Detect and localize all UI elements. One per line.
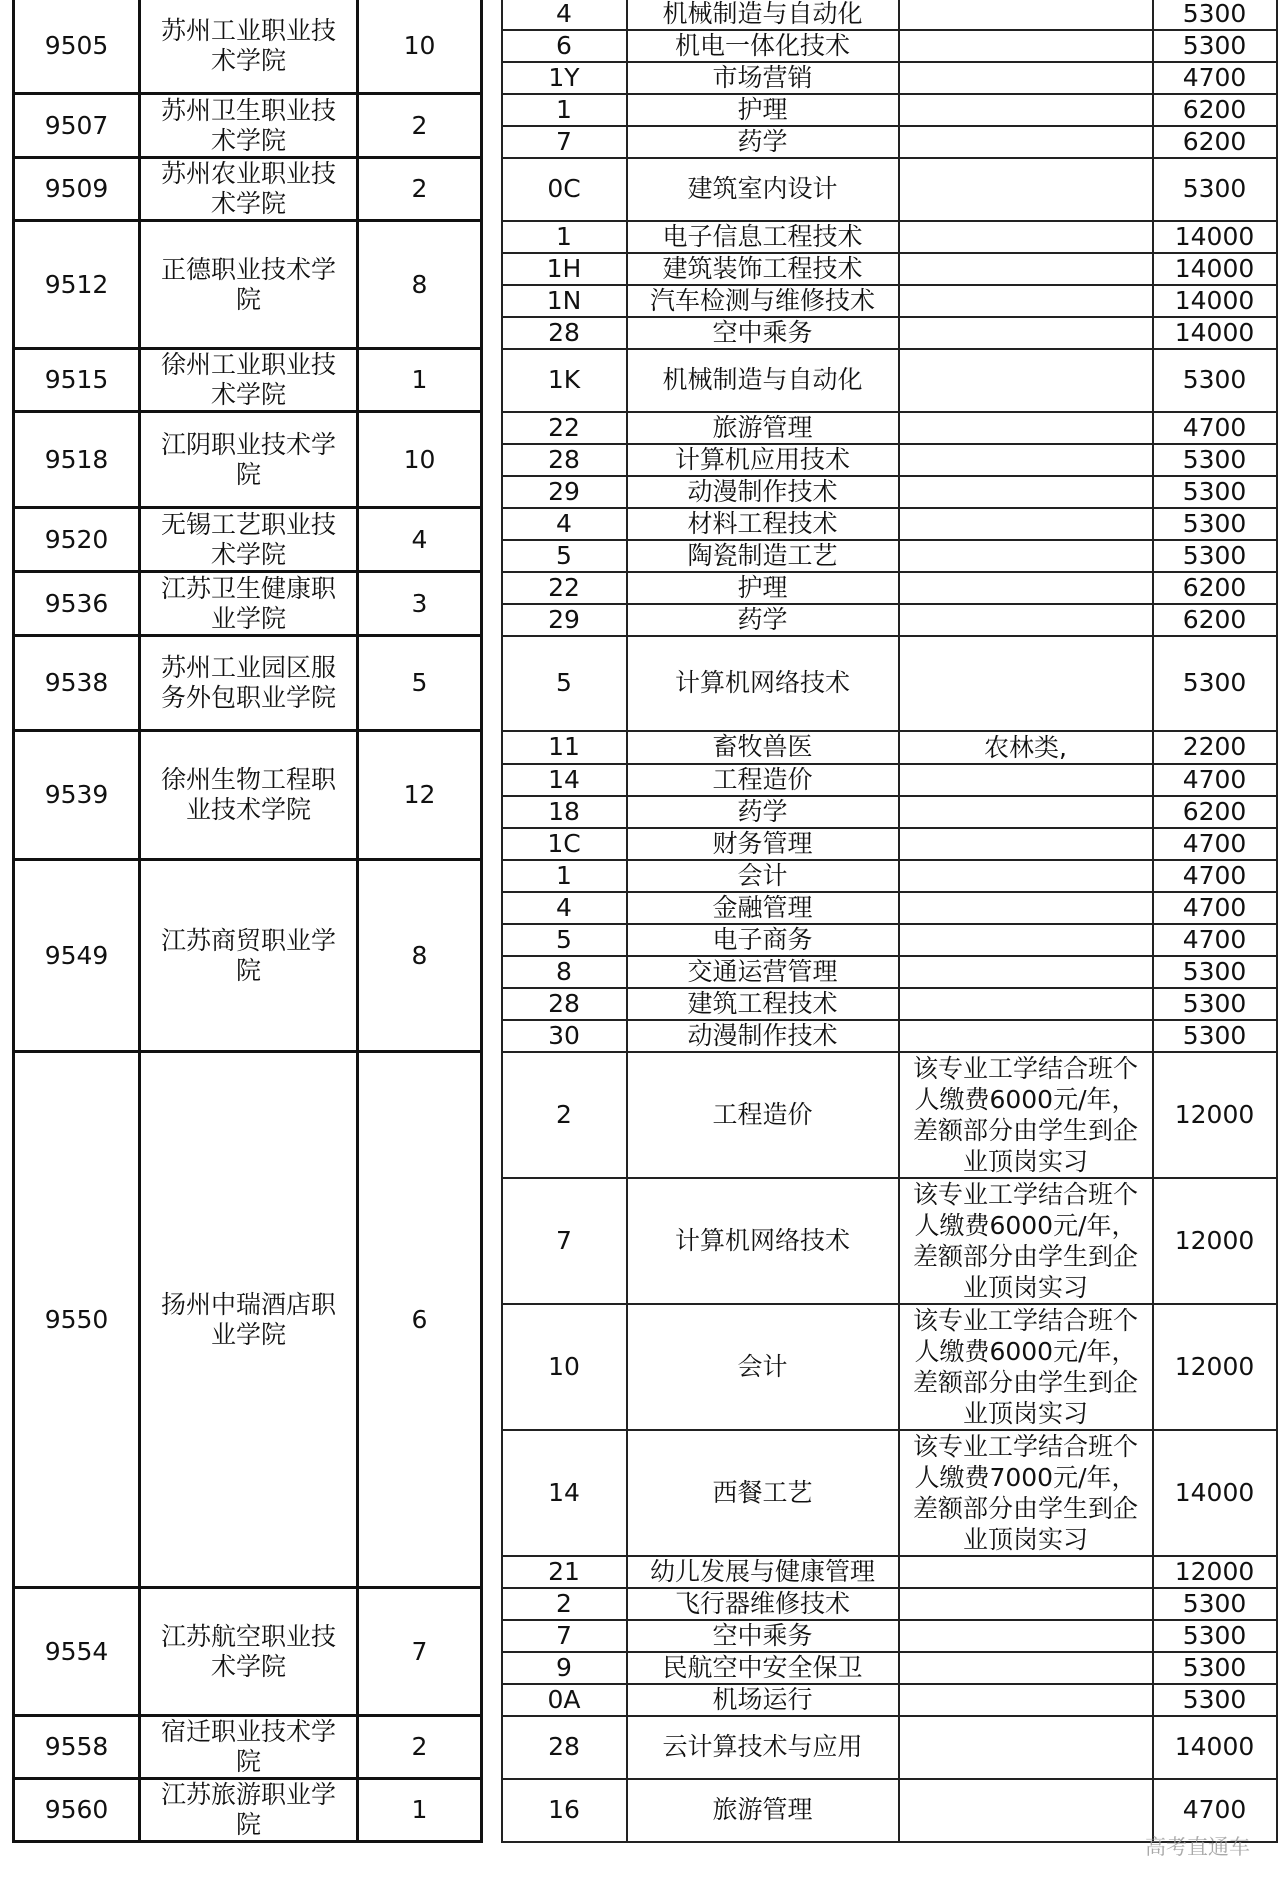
tuition-fee: 14000 — [1153, 1430, 1277, 1556]
table-row — [14, 572, 1277, 604]
institution-name: 江苏卫生健康职业学院 — [140, 572, 358, 636]
table-row — [14, 636, 1277, 731]
table-row — [14, 731, 1277, 764]
institution-code: 9505 — [14, 0, 140, 94]
major-name: 护理 — [627, 94, 899, 126]
plan-count: 1 — [358, 1779, 482, 1842]
major-code: 28 — [502, 444, 627, 476]
major-code: 4 — [502, 508, 627, 540]
major-name: 汽车检测与维修技术 — [627, 285, 899, 317]
major-code: 28 — [502, 317, 627, 349]
institution-name: 徐州生物工程职业技术学院 — [140, 731, 358, 860]
table-row — [14, 1779, 1277, 1842]
major-note: 该专业工学结合班个人缴费6000元/年，差额部分由学生到企业顶岗实习 — [899, 1178, 1153, 1304]
institution-name: 苏州工业园区服务外包职业学院 — [140, 636, 358, 731]
plan-count: 7 — [358, 1588, 482, 1716]
major-note — [899, 572, 1153, 604]
table-row — [14, 412, 1277, 444]
major-note — [899, 1588, 1153, 1620]
tuition-fee: 5300 — [1153, 956, 1277, 988]
plan-count: 2 — [358, 1716, 482, 1779]
major-name: 机场运行 — [627, 1684, 899, 1716]
major-code: 0C — [502, 158, 627, 221]
major-name: 空中乘务 — [627, 1620, 899, 1652]
major-code: 11 — [502, 731, 627, 764]
major-code: 21 — [502, 1556, 627, 1588]
major-code: 7 — [502, 1178, 627, 1304]
major-code: 10 — [502, 1304, 627, 1430]
major-code: 18 — [502, 796, 627, 828]
major-note — [899, 221, 1153, 253]
institution-code: 9539 — [14, 731, 140, 860]
institution-name: 宿迁职业技术学院 — [140, 1716, 358, 1779]
tuition-fee: 5300 — [1153, 1620, 1277, 1652]
major-note — [899, 1020, 1153, 1052]
major-note — [899, 94, 1153, 126]
column-gap — [482, 221, 502, 349]
major-note — [899, 62, 1153, 94]
plan-count: 5 — [358, 636, 482, 731]
institution-name: 正德职业技术学院 — [140, 221, 358, 349]
major-name: 飞行器维修技术 — [627, 1588, 899, 1620]
institution-code: 9550 — [14, 1052, 140, 1588]
tuition-fee: 5300 — [1153, 476, 1277, 508]
major-name: 建筑装饰工程技术 — [627, 253, 899, 285]
major-code: 1 — [502, 221, 627, 253]
tuition-fee: 6200 — [1153, 94, 1277, 126]
major-code: 0A — [502, 1684, 627, 1716]
major-code: 4 — [502, 0, 627, 30]
institution-name: 江苏商贸职业学院 — [140, 860, 358, 1052]
major-code: 1Y — [502, 62, 627, 94]
column-gap — [482, 1052, 502, 1588]
table-row — [14, 158, 1277, 221]
major-name: 幼儿发展与健康管理 — [627, 1556, 899, 1588]
column-gap — [482, 412, 502, 508]
major-note — [899, 892, 1153, 924]
major-name: 药学 — [627, 604, 899, 636]
institution-code: 9520 — [14, 508, 140, 572]
table-row — [14, 508, 1277, 540]
major-name: 计算机网络技术 — [627, 1178, 899, 1304]
institution-name: 江苏航空职业技术学院 — [140, 1588, 358, 1716]
column-gap — [482, 636, 502, 731]
tuition-fee: 12000 — [1153, 1052, 1277, 1178]
table-row — [14, 349, 1277, 412]
institution-name: 江阴职业技术学院 — [140, 412, 358, 508]
institution-name: 无锡工艺职业技术学院 — [140, 508, 358, 572]
table-row — [14, 1716, 1277, 1779]
column-gap — [482, 158, 502, 221]
plan-count: 12 — [358, 731, 482, 860]
major-note — [899, 988, 1153, 1020]
major-note — [899, 956, 1153, 988]
major-name: 药学 — [627, 796, 899, 828]
institution-code: 9558 — [14, 1716, 140, 1779]
major-name: 机械制造与自动化 — [627, 0, 899, 30]
tuition-fee: 4700 — [1153, 828, 1277, 860]
plan-count: 4 — [358, 508, 482, 572]
major-code: 1H — [502, 253, 627, 285]
major-code: 5 — [502, 924, 627, 956]
major-name: 金融管理 — [627, 892, 899, 924]
major-name: 机械制造与自动化 — [627, 349, 899, 412]
institution-code: 9512 — [14, 221, 140, 349]
major-code: 4 — [502, 892, 627, 924]
major-name: 材料工程技术 — [627, 508, 899, 540]
major-note — [899, 444, 1153, 476]
major-name: 电子商务 — [627, 924, 899, 956]
institution-name: 苏州工业职业技术学院 — [140, 0, 358, 94]
major-name: 云计算技术与应用 — [627, 1716, 899, 1779]
institution-name: 苏州农业职业技术学院 — [140, 158, 358, 221]
major-code: 14 — [502, 1430, 627, 1556]
major-name: 药学 — [627, 126, 899, 158]
major-note — [899, 924, 1153, 956]
major-name: 建筑工程技术 — [627, 988, 899, 1020]
tuition-fee: 5300 — [1153, 349, 1277, 412]
tuition-fee: 14000 — [1153, 221, 1277, 253]
plan-count: 10 — [358, 0, 482, 94]
major-code: 2 — [502, 1052, 627, 1178]
major-code: 7 — [502, 1620, 627, 1652]
major-name: 西餐工艺 — [627, 1430, 899, 1556]
tuition-fee: 5300 — [1153, 444, 1277, 476]
tuition-fee: 14000 — [1153, 253, 1277, 285]
plan-count: 8 — [358, 221, 482, 349]
major-code: 5 — [502, 540, 627, 572]
major-name: 护理 — [627, 572, 899, 604]
major-name: 交通运营管理 — [627, 956, 899, 988]
major-note: 该专业工学结合班个人缴费6000元/年，差额部分由学生到企业顶岗实习 — [899, 1304, 1153, 1430]
major-name: 民航空中安全保卫 — [627, 1652, 899, 1684]
major-note — [899, 1556, 1153, 1588]
major-code: 6 — [502, 30, 627, 62]
tuition-fee: 5300 — [1153, 508, 1277, 540]
major-name: 市场营销 — [627, 62, 899, 94]
tuition-fee: 5300 — [1153, 988, 1277, 1020]
institution-name: 扬州中瑞酒店职业学院 — [140, 1052, 358, 1588]
column-gap — [482, 508, 502, 572]
major-note — [899, 540, 1153, 572]
major-name: 会计 — [627, 1304, 899, 1430]
major-note — [899, 828, 1153, 860]
tuition-fee: 6200 — [1153, 796, 1277, 828]
major-name: 旅游管理 — [627, 412, 899, 444]
major-name: 空中乘务 — [627, 317, 899, 349]
major-note — [899, 604, 1153, 636]
tuition-fee: 6200 — [1153, 126, 1277, 158]
tuition-fee: 4700 — [1153, 62, 1277, 94]
tuition-fee: 5300 — [1153, 1684, 1277, 1716]
major-note — [899, 285, 1153, 317]
table-row — [14, 221, 1277, 253]
institution-name: 江苏旅游职业学院 — [140, 1779, 358, 1842]
major-note — [899, 30, 1153, 62]
column-gap — [482, 1716, 502, 1779]
major-name: 陶瓷制造工艺 — [627, 540, 899, 572]
column-gap — [482, 731, 502, 860]
tuition-fee: 2200 — [1153, 731, 1277, 764]
major-note — [899, 476, 1153, 508]
table-row — [14, 0, 1277, 30]
tuition-fee: 5300 — [1153, 158, 1277, 221]
tuition-fee: 12000 — [1153, 1178, 1277, 1304]
enrollment-plan-table — [12, 0, 1278, 1843]
major-name: 动漫制作技术 — [627, 1020, 899, 1052]
major-note — [899, 764, 1153, 796]
major-note — [899, 1620, 1153, 1652]
major-code: 16 — [502, 1779, 627, 1842]
major-code: 5 — [502, 636, 627, 731]
major-code: 28 — [502, 988, 627, 1020]
plan-count: 2 — [358, 158, 482, 221]
institution-code: 9509 — [14, 158, 140, 221]
tuition-fee: 4700 — [1153, 924, 1277, 956]
tuition-fee: 4700 — [1153, 892, 1277, 924]
major-code: 22 — [502, 412, 627, 444]
major-code: 2 — [502, 1588, 627, 1620]
major-note — [899, 1716, 1153, 1779]
major-name: 会计 — [627, 860, 899, 892]
major-note — [899, 317, 1153, 349]
major-note — [899, 0, 1153, 30]
tuition-fee: 4700 — [1153, 412, 1277, 444]
tuition-fee: 5300 — [1153, 0, 1277, 30]
column-gap — [482, 94, 502, 158]
major-code: 8 — [502, 956, 627, 988]
major-note — [899, 253, 1153, 285]
tuition-fee: 6200 — [1153, 604, 1277, 636]
institution-code: 9515 — [14, 349, 140, 412]
tuition-fee: 12000 — [1153, 1556, 1277, 1588]
major-code: 1C — [502, 828, 627, 860]
table-row — [14, 1052, 1277, 1178]
table-row — [14, 94, 1277, 126]
major-note — [899, 1779, 1153, 1842]
major-note: 农林类, — [899, 731, 1153, 764]
tuition-fee: 4700 — [1153, 1779, 1277, 1842]
plan-count: 6 — [358, 1052, 482, 1588]
major-name: 工程造价 — [627, 1052, 899, 1178]
major-code: 1 — [502, 860, 627, 892]
major-note: 该专业工学结合班个人缴费6000元/年，差额部分由学生到企业顶岗实习 — [899, 1052, 1153, 1178]
major-note — [899, 508, 1153, 540]
column-gap — [482, 860, 502, 1052]
major-name: 动漫制作技术 — [627, 476, 899, 508]
institution-code: 9549 — [14, 860, 140, 1052]
major-note — [899, 1684, 1153, 1716]
tuition-fee: 5300 — [1153, 540, 1277, 572]
tuition-fee: 12000 — [1153, 1304, 1277, 1430]
major-note — [899, 860, 1153, 892]
institution-name: 徐州工业职业技术学院 — [140, 349, 358, 412]
major-name: 机电一体化技术 — [627, 30, 899, 62]
major-name: 计算机应用技术 — [627, 444, 899, 476]
tuition-fee: 5300 — [1153, 1652, 1277, 1684]
major-code: 1 — [502, 94, 627, 126]
column-gap — [482, 1588, 502, 1716]
institution-code: 9536 — [14, 572, 140, 636]
major-code: 22 — [502, 572, 627, 604]
major-code: 7 — [502, 126, 627, 158]
institution-code: 9538 — [14, 636, 140, 731]
major-note — [899, 158, 1153, 221]
tuition-fee: 14000 — [1153, 317, 1277, 349]
tuition-fee: 4700 — [1153, 860, 1277, 892]
column-gap — [482, 349, 502, 412]
major-name: 建筑室内设计 — [627, 158, 899, 221]
institution-code: 9518 — [14, 412, 140, 508]
major-code: 14 — [502, 764, 627, 796]
plan-count: 2 — [358, 94, 482, 158]
plan-count: 10 — [358, 412, 482, 508]
major-name: 旅游管理 — [627, 1779, 899, 1842]
major-code: 1K — [502, 349, 627, 412]
major-code: 30 — [502, 1020, 627, 1052]
major-note — [899, 796, 1153, 828]
table-row — [14, 1588, 1277, 1620]
tuition-fee: 5300 — [1153, 30, 1277, 62]
major-note — [899, 1652, 1153, 1684]
major-code: 1N — [502, 285, 627, 317]
major-name: 电子信息工程技术 — [627, 221, 899, 253]
watermark: 高考直通车 — [1145, 1835, 1250, 1859]
table-row — [14, 860, 1277, 892]
major-code: 9 — [502, 1652, 627, 1684]
major-name: 工程造价 — [627, 764, 899, 796]
major-note — [899, 412, 1153, 444]
institution-code: 9560 — [14, 1779, 140, 1842]
major-note: 该专业工学结合班个人缴费7000元/年，差额部分由学生到企业顶岗实习 — [899, 1430, 1153, 1556]
institution-code: 9507 — [14, 94, 140, 158]
major-name: 畜牧兽医 — [627, 731, 899, 764]
major-name: 计算机网络技术 — [627, 636, 899, 731]
tuition-fee: 5300 — [1153, 1020, 1277, 1052]
major-note — [899, 636, 1153, 731]
major-name: 财务管理 — [627, 828, 899, 860]
tuition-fee: 4700 — [1153, 764, 1277, 796]
column-gap — [482, 572, 502, 636]
major-code: 29 — [502, 476, 627, 508]
column-gap — [482, 1779, 502, 1842]
plan-count: 8 — [358, 860, 482, 1052]
tuition-fee: 14000 — [1153, 285, 1277, 317]
major-code: 28 — [502, 1716, 627, 1779]
tuition-fee: 14000 — [1153, 1716, 1277, 1779]
plan-count: 1 — [358, 349, 482, 412]
institution-code: 9554 — [14, 1588, 140, 1716]
tuition-fee: 6200 — [1153, 572, 1277, 604]
plan-count: 3 — [358, 572, 482, 636]
column-gap — [482, 0, 502, 94]
major-note — [899, 349, 1153, 412]
tuition-fee: 5300 — [1153, 1588, 1277, 1620]
institution-name: 苏州卫生职业技术学院 — [140, 94, 358, 158]
tuition-fee: 5300 — [1153, 636, 1277, 731]
major-note — [899, 126, 1153, 158]
major-code: 29 — [502, 604, 627, 636]
